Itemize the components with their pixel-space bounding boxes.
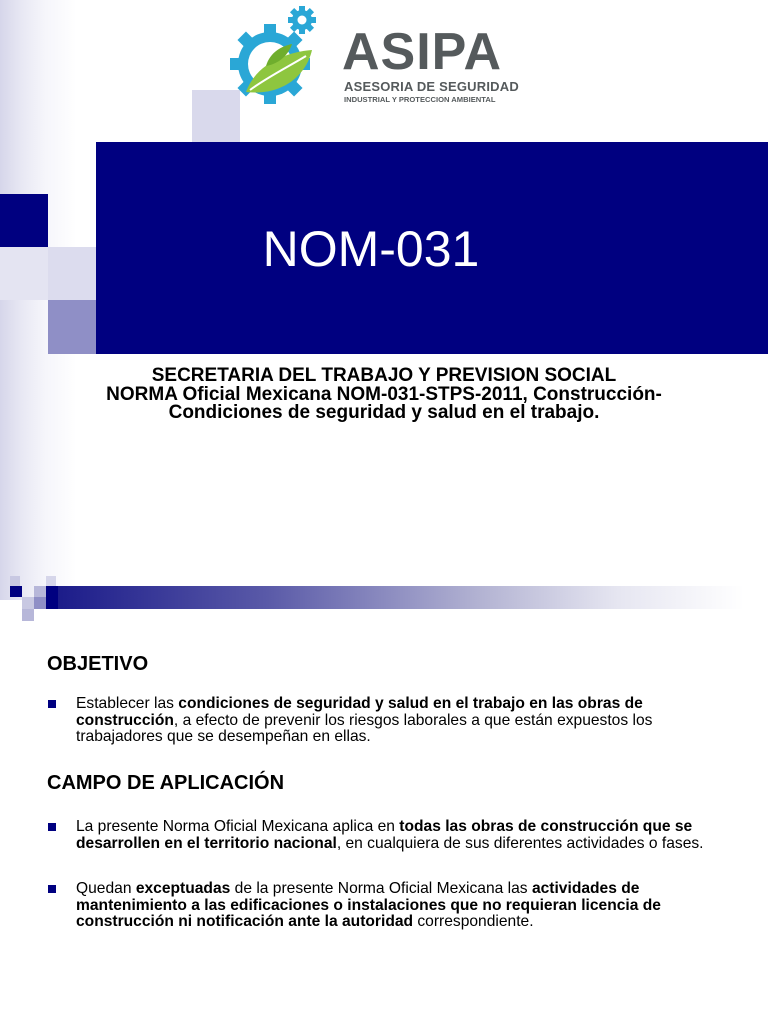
objetivo-heading: OBJETIVO: [47, 653, 149, 675]
bullet-icon: [48, 823, 56, 831]
slide-subtitle: [40, 367, 728, 422]
deco-square: [0, 247, 48, 300]
asipa-logo: [226, 4, 546, 108]
text-span: de la presente Norma Oficial Mexicana las: [230, 880, 532, 897]
subtitle-line: Condiciones de seguridad y salud en el trabajo.: [168, 402, 600, 423]
text-span: La presente Norma Oficial Mexicana aplica en: [76, 818, 400, 835]
text-span: correspondiente.: [413, 913, 534, 930]
deco-square: [46, 576, 56, 586]
text-span: , a efecto de prevenir los riesgos laborales a que están expuestos los trabajadores que se desempeñan en ellas.: [76, 711, 653, 745]
banner-left-block: [0, 194, 48, 247]
gradient-bar: [58, 586, 758, 609]
campo-bullet-2: [76, 881, 736, 931]
deco-square: [48, 300, 96, 354]
subtitle-line: SECRETARIA DEL TRABAJO Y PREVISION SOCIAL: [151, 365, 617, 386]
text-span: Quedan: [76, 880, 136, 897]
deco-square: [10, 576, 20, 586]
deco-square: [10, 586, 22, 597]
deco-square: [22, 597, 34, 609]
campo-heading: CAMPO DE APLICACIÓN: [47, 772, 285, 794]
logo-tagline-sub: INDUSTRIAL Y PROTECCION AMBIENTAL: [344, 95, 496, 104]
deco-square: [46, 586, 58, 609]
deco-square: [34, 586, 46, 597]
bullet-icon: [48, 700, 56, 708]
text-span: , en cualquiera de sus diferentes actividades o fases.: [336, 834, 704, 852]
bullet-icon: [48, 885, 56, 893]
gear-leaf-logo-icon: [226, 4, 336, 108]
text-bold: actividades de mantenimiento a las edificaciones o instalaciones que no requieran licencia de construcción ni notificación ante la autoridad: [76, 880, 661, 930]
slide-title: NOM-031: [262, 221, 480, 277]
subtitle-line: NORMA Oficial Mexicana NOM-031-STPS-2011, Construcción-: [106, 384, 662, 405]
text-bold: exceptuadas: [135, 880, 231, 897]
content-slide: [0, 636, 768, 1024]
text-bold: todas las obras de construcción que se desarrollen en el territorio nacional: [76, 818, 693, 852]
deco-square: [22, 609, 34, 621]
deco-square: [34, 597, 46, 609]
slide-divider: [0, 576, 768, 626]
logo-tagline: ASESORIA DE SEGURIDAD: [344, 79, 519, 94]
deco-square: [48, 247, 96, 300]
objetivo-bullet: [76, 696, 736, 746]
logo-name: ASIPA: [342, 23, 503, 81]
text-span: Establecer las: [76, 695, 179, 712]
text-bold: condiciones de seguridad y salud en el trabajo en las obras de construcción: [76, 695, 643, 729]
campo-bullet-1: [76, 819, 736, 852]
